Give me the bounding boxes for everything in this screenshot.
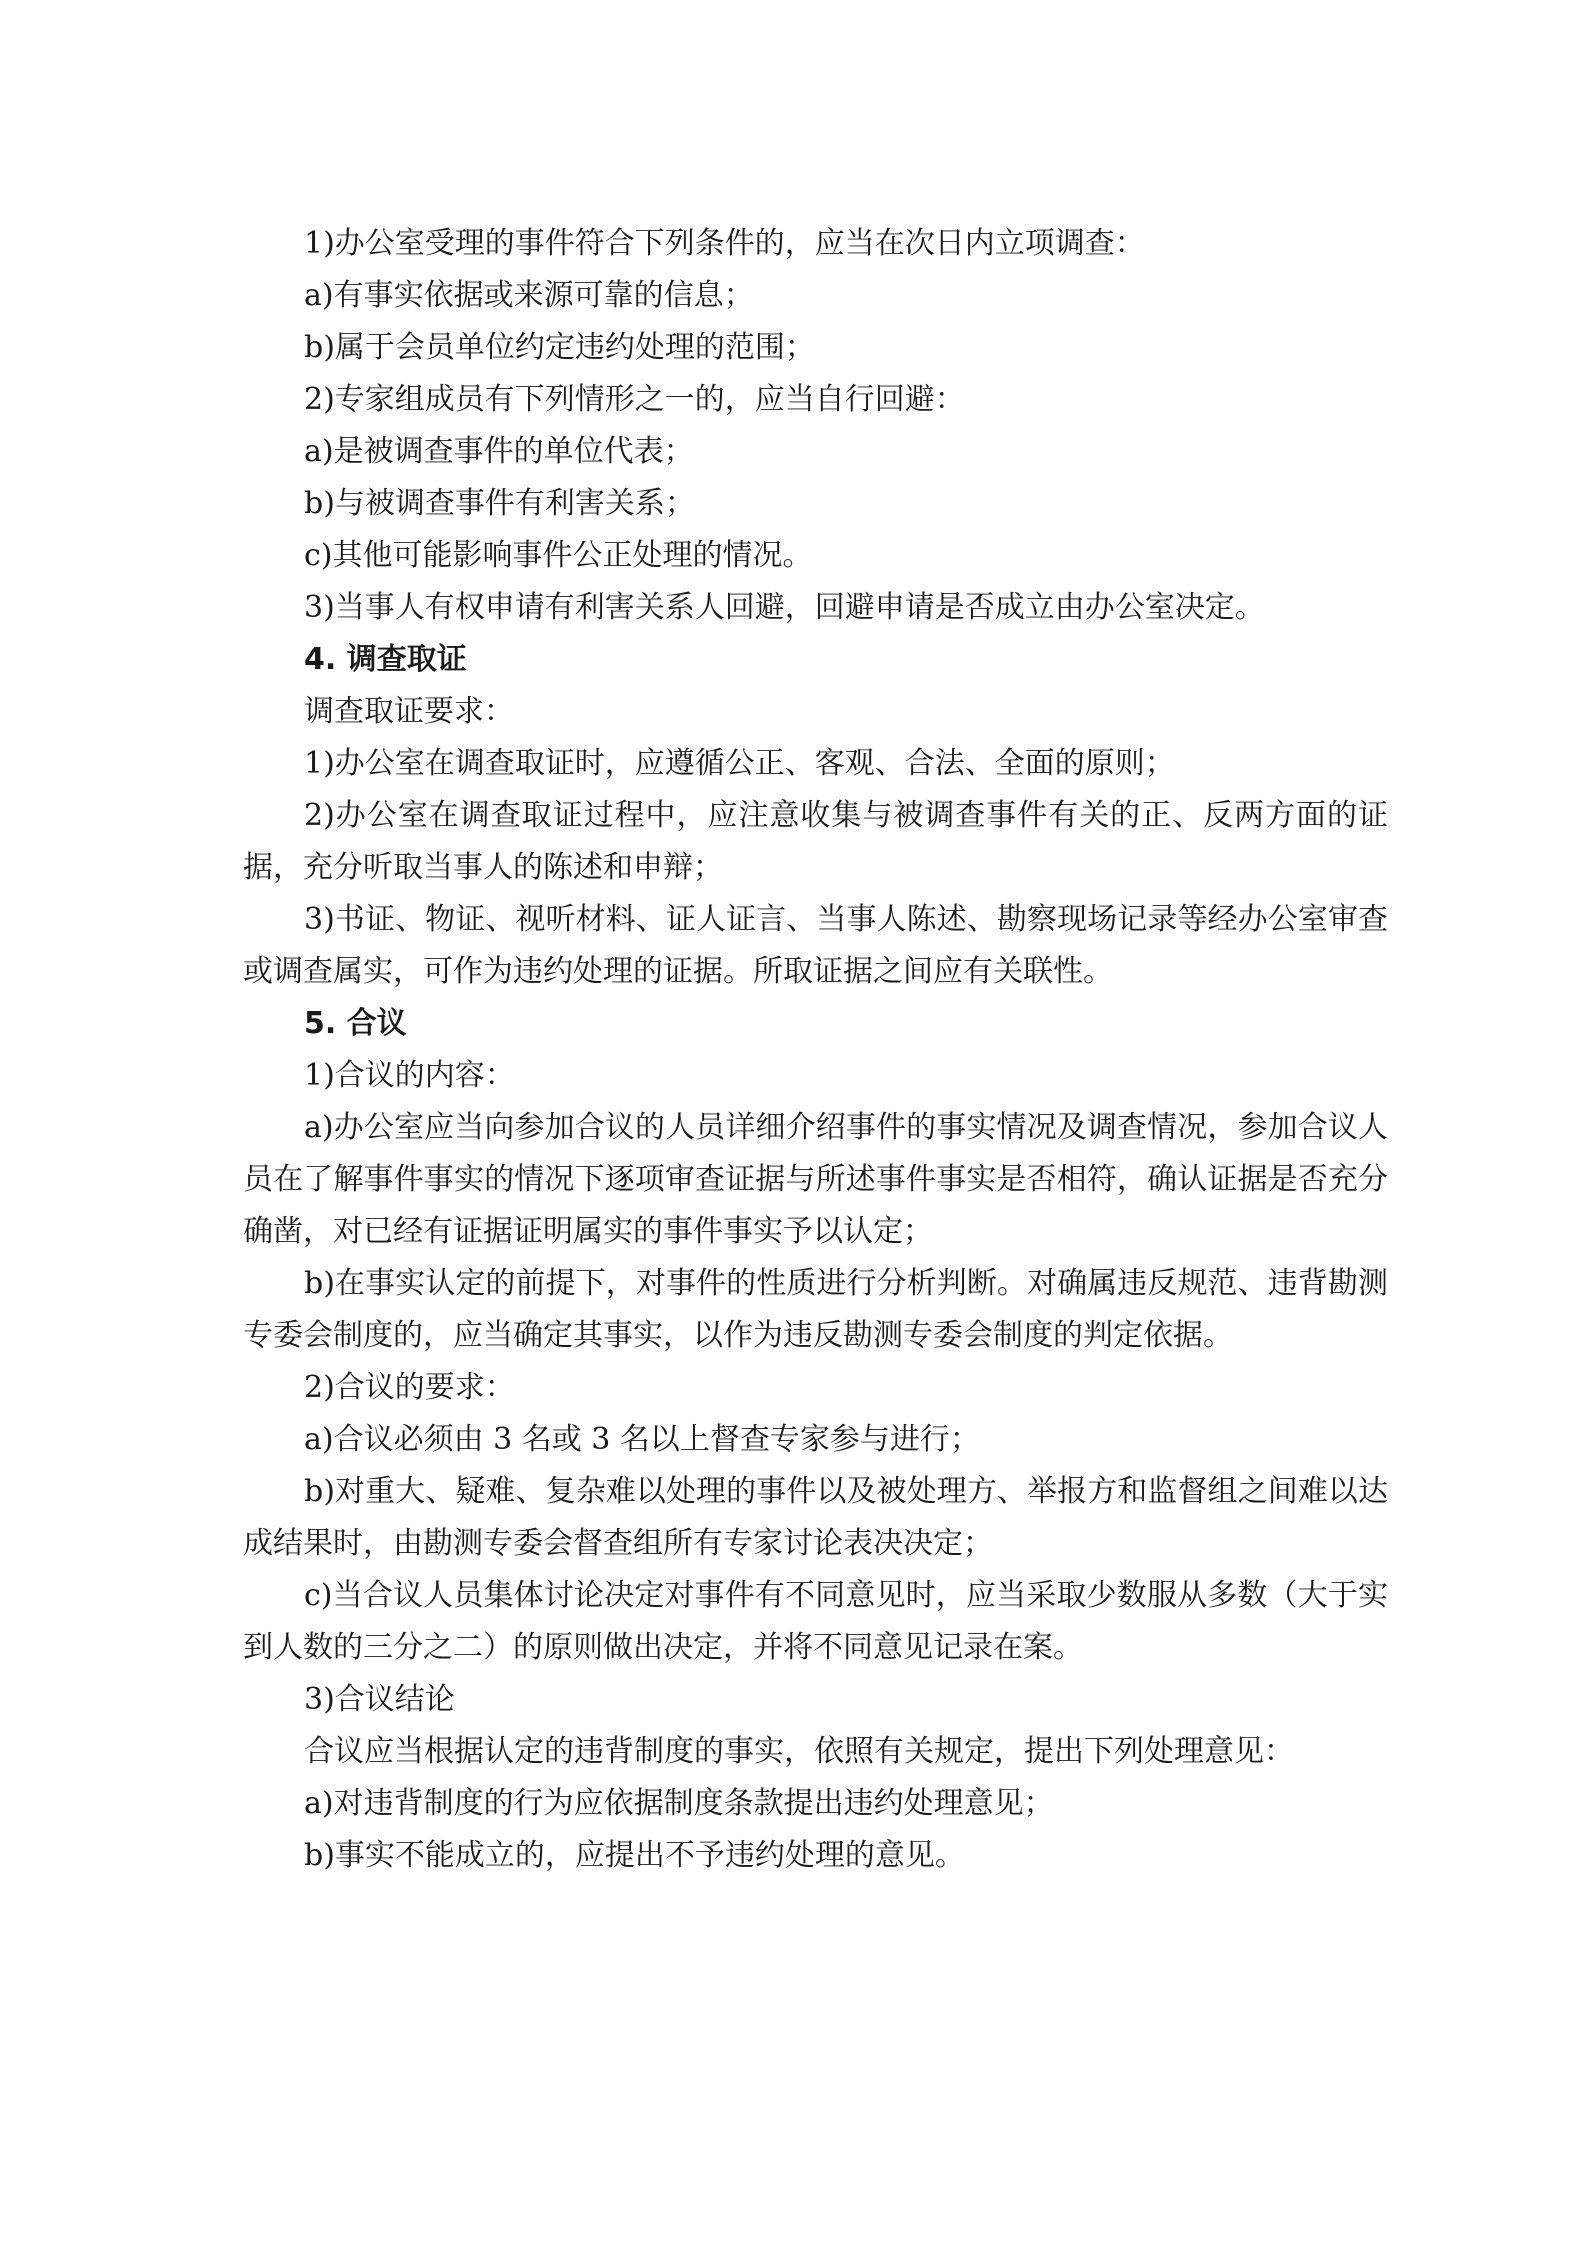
paragraph-24: a)对违背制度的行为应依据制度条款提出违约处理意见； [304, 1786, 1054, 1821]
paragraph-18: 2)合议的要求： [304, 1370, 515, 1405]
paragraph-23: 合议应当根据认定的违背制度的事实，依照有关规定，提出下列处理意见： [304, 1734, 1294, 1769]
paragraph-12: 2)办公室在调查取证过程中，应注意收集与被调查事件有关的正、反两方面的证据，充分听取当事人的陈述和申辩； [243, 798, 1388, 885]
paragraph-10: 调查取证要求： [304, 694, 514, 729]
paragraph-16: a)办公室应当向参加合议的人员详细介绍事件的事实情况及调查情况，参加合议人员在了解事件事实的情况下逐项审查证据与所述事件事实是否相符，确认证据是否充分确凿，对已经有证据证明属实的事件事实予以认定； [243, 1110, 1388, 1249]
paragraph-6: b)与被调查事件有利害关系； [304, 486, 695, 521]
paragraph-15: 1)合议的内容： [304, 1058, 515, 1093]
paragraph-11: 1)办公室在调查取证时，应遵循公正、客观、合法、全面的原则； [304, 746, 1175, 781]
paragraph-19: a)合议必须由 3 名或 3 名以上督查专家参与进行； [304, 1422, 980, 1457]
paragraph-5: a)是被调查事件的单位代表； [304, 434, 694, 469]
paragraph-13: 3)书证、物证、视听材料、证人证言、当事人陈述、勘察现场记录等经办公室审查或调查属实，可作为违约处理的证据。所取证据之间应有关联性。 [243, 902, 1388, 989]
paragraph-2: a)有事实依据或来源可靠的信息； [304, 278, 754, 313]
paragraph-3: b)属于会员单位约定违约处理的范围； [304, 330, 815, 365]
section-heading-4: 4. 调查取证 [304, 642, 467, 677]
paragraph-1: 1)办公室受理的事件符合下列条件的，应当在次日内立项调查： [304, 226, 1145, 261]
paragraph-25: b)事实不能成立的，应提出不予违约处理的意见。 [304, 1838, 965, 1873]
document-page [243, 218, 1388, 1882]
paragraph-17: b)在事实认定的前提下，对事件的性质进行分析判断。对确属违反规范、违背勘测专委会制度的，应当确定其事实，以作为违反勘测专委会制度的判定依据。 [243, 1266, 1388, 1353]
paragraph-7: c)其他可能影响事件公正处理的情况。 [304, 538, 813, 573]
paragraph-22: 3)合议结论 [304, 1682, 455, 1717]
section-heading-5: 5. 合议 [304, 1006, 407, 1041]
paragraph-4: 2)专家组成员有下列情形之一的，应当自行回避： [304, 382, 965, 417]
paragraph-21: c)当合议人员集体讨论决定对事件有不同意见时，应当采取少数服从多数（大于实到人数的三分之二）的原则做出决定，并将不同意见记录在案。 [243, 1578, 1388, 1665]
paragraph-20: b)对重大、疑难、复杂难以处理的事件以及被处理方、举报方和监督组之间难以达成结果时，由勘测专委会督查组所有专家讨论表决决定； [243, 1474, 1388, 1561]
paragraph-8: 3)当事人有权申请有利害关系人回避，回避申请是否成立由办公室决定。 [304, 590, 1265, 625]
